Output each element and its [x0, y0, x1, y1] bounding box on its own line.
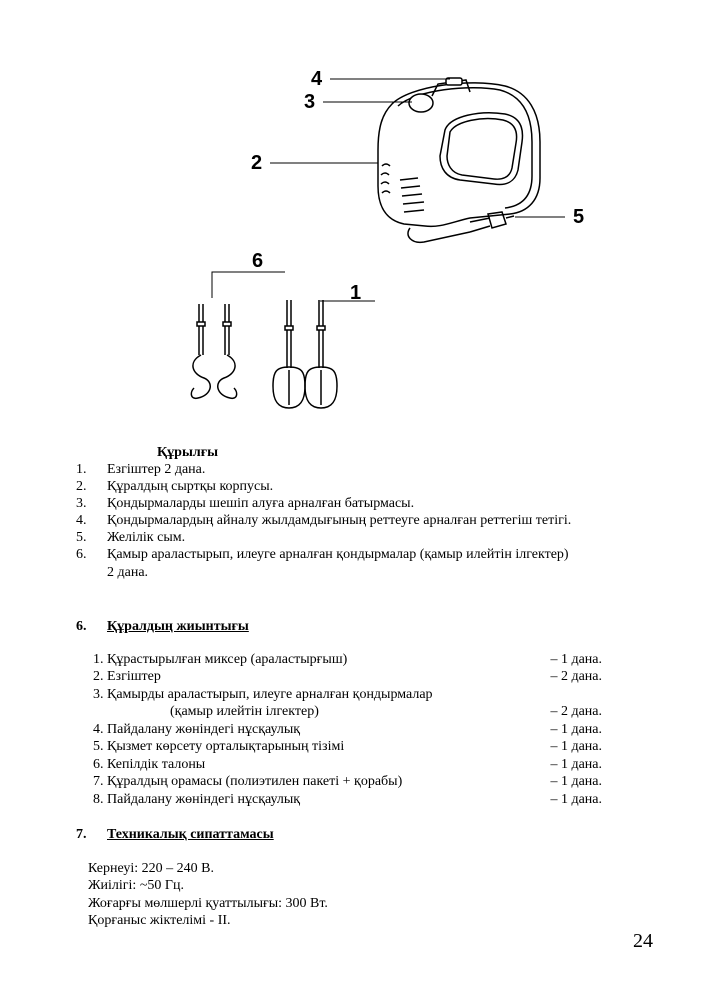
- device-item-text: Желілік сым.: [107, 530, 186, 545]
- beaters: [273, 300, 337, 408]
- specs-heading: Техникалық сипаттамасы: [107, 827, 274, 842]
- device-item-num: 2.: [76, 479, 87, 494]
- kit-item-text: Құралдың орамасы (полиэтилен пакеті + қорабы): [107, 774, 403, 789]
- specs-section-number: 7.: [76, 827, 87, 842]
- device-item-text: Қамыр араластырып, илеуге арналған қондырмалар (қамыр илейтін ілгектер): [107, 547, 569, 562]
- kit-item-num: 4.: [93, 722, 104, 737]
- callout-5: 5: [573, 206, 585, 228]
- device-item-num: 4.: [76, 513, 87, 528]
- spec-protection-class: Қорғаныс жіктелімі - II.: [88, 913, 231, 928]
- device-item-text: Қондырмалардың айналу жылдамдығының реттеуге арналған реттегіш тетігі.: [107, 513, 572, 528]
- kit-item-qty: – 2 дана.: [550, 704, 602, 719]
- kit-section-number: 6.: [76, 619, 87, 634]
- device-item-num: 6.: [76, 547, 87, 562]
- device-item-text: Құралдың сыртқы корпусы.: [107, 479, 274, 494]
- callout-3: 3: [304, 91, 316, 113]
- kit-item-qty: – 1 дана.: [550, 792, 602, 807]
- kit-item-qty: – 1 дана.: [550, 757, 602, 772]
- kit-item-text: Қызмет көрсету орталықтарының тізімі: [107, 739, 345, 754]
- kit-item-text: Пайдалану жөніндегі нұсқаулық: [107, 722, 301, 737]
- kit-item-qty: – 1 дана.: [550, 739, 602, 754]
- kit-heading: Құралдың жиынтығы: [107, 619, 249, 634]
- kit-item-num: 8.: [93, 792, 104, 807]
- device-item-num: 1.: [76, 462, 87, 477]
- dough-hooks: [191, 304, 236, 398]
- device-item-continuation: 2 дана.: [107, 565, 149, 580]
- kit-item-num: 1.: [93, 652, 104, 667]
- kit-item-continuation: (қамыр илейтін ілгектер): [170, 704, 319, 719]
- kit-item-num: 3.: [93, 687, 104, 702]
- mixer-heel: [408, 228, 470, 242]
- kit-item-num: 2.: [93, 669, 104, 684]
- kit-item-num: 5.: [93, 739, 104, 754]
- device-item-num: 5.: [76, 530, 87, 545]
- kit-item-text: Кепілдік талоны: [107, 757, 206, 772]
- callout-6: 6: [252, 250, 264, 272]
- device-heading: Құрылғы: [157, 445, 219, 460]
- device-item-text: Қондырмаларды шешіп алуға арналған батырмасы.: [107, 496, 415, 511]
- page-number: 24: [633, 930, 653, 952]
- kit-item-num: 6.: [93, 757, 104, 772]
- kit-item-text: Құрастырылған миксер (араластырғыш): [107, 652, 348, 667]
- spec-frequency: Жиілігі: ~50 Гц.: [88, 878, 184, 893]
- kit-item-qty: – 1 дана.: [550, 774, 602, 789]
- callout-1: 1: [350, 282, 362, 304]
- kit-item-text: Езгіштер: [107, 669, 161, 684]
- device-item-text: Езгіштер 2 дана.: [107, 462, 206, 477]
- device-item-num: 3.: [76, 496, 87, 511]
- spec-power: Жоғарғы мөлшерлі қуаттылығы: 300 Вт.: [88, 896, 328, 911]
- mixer-diagram: [0, 0, 705, 430]
- kit-item-text: Пайдалану жөніндегі нұсқаулық: [107, 792, 301, 807]
- mixer-vents: [381, 164, 424, 212]
- kit-item-text: Қамырды араластырып, илеуге арналған қондырмалар: [107, 687, 433, 702]
- kit-item-qty: – 2 дана.: [550, 669, 602, 684]
- eject-button: [409, 94, 433, 112]
- callout-2: 2: [251, 152, 263, 174]
- callout-4: 4: [311, 68, 323, 90]
- kit-item-qty: – 1 дана.: [550, 652, 602, 667]
- kit-item-qty: – 1 дана.: [550, 722, 602, 737]
- kit-item-num: 7.: [93, 774, 104, 789]
- spec-voltage: Кернеуі: 220 – 240 В.: [88, 861, 214, 876]
